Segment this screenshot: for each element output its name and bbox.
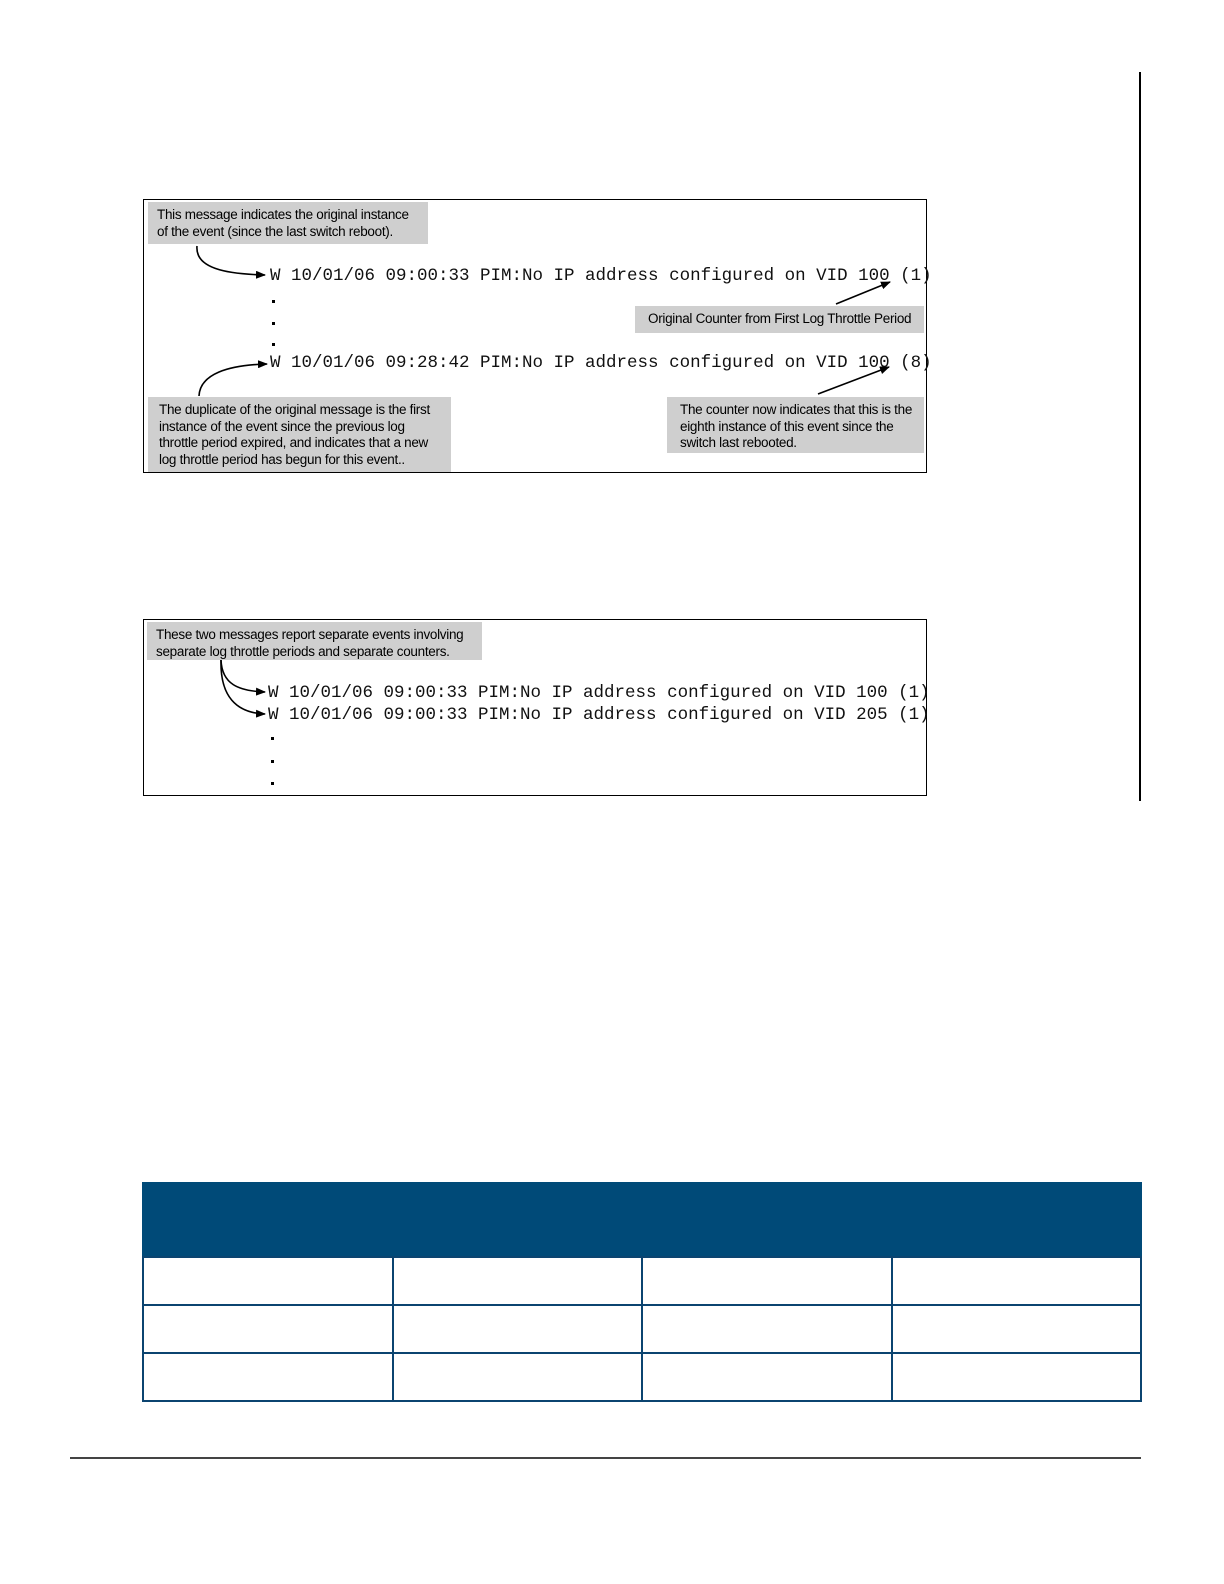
callout-original-counter: [635, 306, 924, 333]
data-table: [142, 1256, 1142, 1402]
ellipsis-dot: [271, 737, 274, 740]
callout-line: throttle period expired, and indicates that a new: [159, 435, 428, 450]
table-cell: [642, 1305, 892, 1353]
callout-original-instance: [148, 202, 428, 244]
callout-line: eighth instance of this event since the: [680, 418, 894, 434]
callout-line: log throttle period has begun for this event..: [159, 451, 405, 467]
log-line-vid-100: W 10/01/06 09:00:33 PIM:No IP address configured on VID 100 (1): [268, 683, 930, 703]
change-bar: [1139, 72, 1141, 801]
callout-separate-events: [147, 622, 482, 660]
callout-line: This message indicates the original instance: [157, 207, 409, 222]
table-cell: [642, 1257, 892, 1305]
callout-line: The duplicate of the original message is the first: [159, 402, 430, 417]
table-cell: [642, 1353, 892, 1401]
callout-line: Original Counter from First Log Throttle Period: [648, 311, 912, 326]
table-cell: [393, 1305, 643, 1353]
table-cell: [892, 1257, 1142, 1305]
callout-line: switch last rebooted.: [680, 435, 797, 450]
callout-line: These two messages report separate events involving: [156, 627, 464, 642]
callout-eighth-instance: [667, 397, 924, 453]
callout-line: separate log throttle periods and separate counters.: [156, 643, 450, 659]
table-row: [143, 1353, 1141, 1401]
ellipsis-dot: [272, 343, 275, 346]
table-header: [142, 1182, 1142, 1256]
callout-line: instance of the event since the previous log: [159, 418, 405, 434]
table-cell: [892, 1305, 1142, 1353]
log-line-original: W 10/01/06 09:00:33 PIM:No IP address configured on VID 100 (1): [270, 266, 932, 286]
table-cell: [143, 1353, 393, 1401]
table-cell: [892, 1353, 1142, 1401]
log-line-vid-205: W 10/01/06 09:00:33 PIM:No IP address configured on VID 205 (1): [268, 705, 930, 725]
footer-rule: [70, 1457, 1141, 1459]
table-cell: [143, 1305, 393, 1353]
table-cell: [393, 1353, 643, 1401]
table-cell: [143, 1257, 393, 1305]
table-row: [143, 1305, 1141, 1353]
ellipsis-dot: [271, 782, 274, 785]
table-cell: [393, 1257, 643, 1305]
callout-line: of the event (since the last switch reboot).: [157, 223, 393, 239]
ellipsis-dot: [271, 760, 274, 763]
figure-separate-events: [143, 619, 930, 796]
callout-line: The counter now indicates that this is the: [680, 402, 913, 417]
callout-duplicate-message: [148, 397, 451, 472]
figure-log-throttle-counter: [143, 199, 932, 473]
ellipsis-dot: [272, 322, 275, 325]
log-line-duplicate: W 10/01/06 09:28:42 PIM:No IP address configured on VID 100 (8): [270, 353, 932, 373]
table-row: [143, 1257, 1141, 1305]
ellipsis-dot: [272, 300, 275, 303]
